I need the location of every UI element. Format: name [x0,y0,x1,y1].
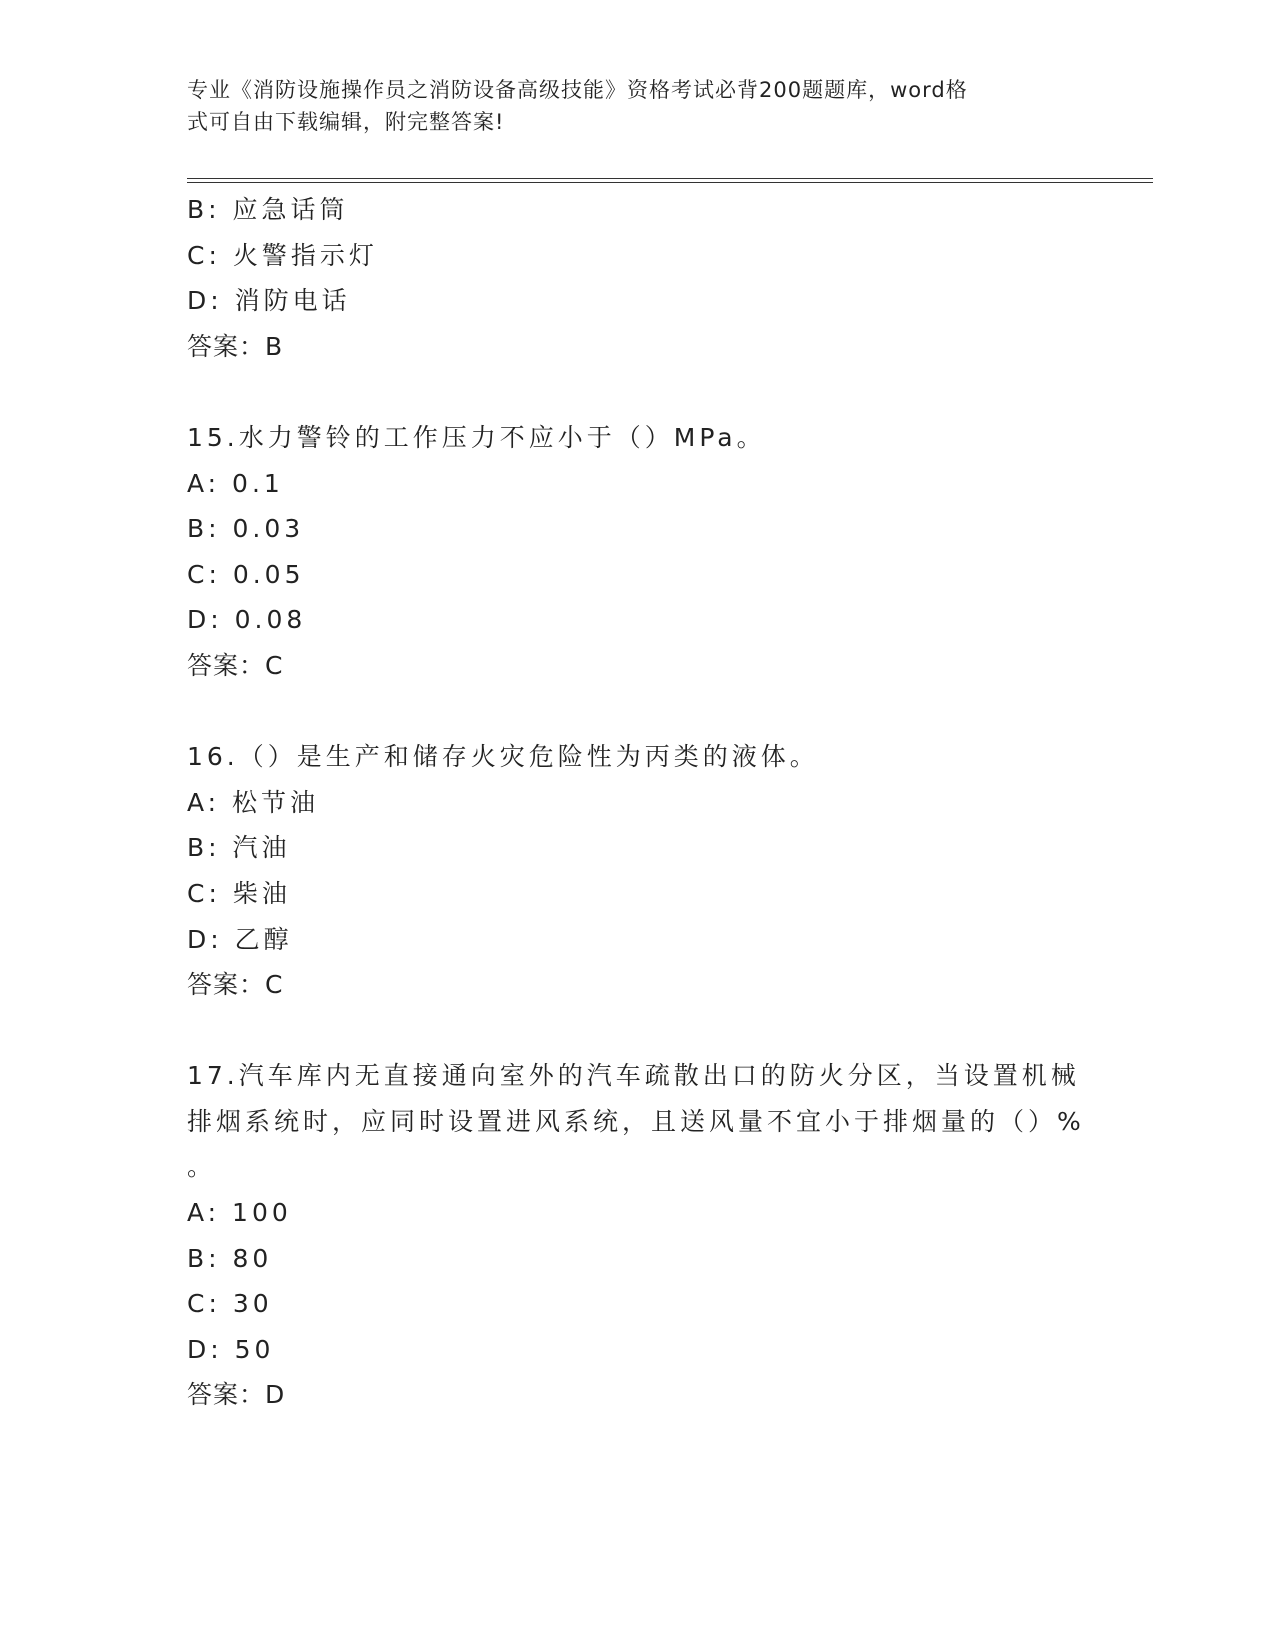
option-c: C: 柴油 [187,878,291,908]
question-stem: 15.水力警铃的工作压力不应小于（）MPa。 [187,422,766,452]
option-a: A: 100 [187,1198,292,1228]
option-d: D: 50 [187,1334,275,1364]
question-stem-line-2: 排烟系统时，应同时设置进风系统，且送风量不宜小于排烟量的（）% [187,1106,1085,1136]
answer-line: 答案：D [187,1380,286,1410]
option-a: A: 松节油 [187,787,320,817]
option-b: B: 应急话筒 [187,195,349,224]
answer-line: 答案：C [187,650,284,680]
header-title-line-1: 专业《消防设施操作员之消防设备高级技能》资格考试必背200题题库，word格 [187,78,968,102]
option-b: B: 80 [187,1243,273,1273]
option-a: A: 0.1 [187,468,284,498]
option-b: B: 0.03 [187,514,305,544]
option-b: B: 汽油 [187,833,291,863]
spacer [187,1008,1087,1054]
question-block-16 [187,734,1087,1008]
spacer [187,689,1087,735]
page-header [187,74,1067,138]
question-stem: 16.（）是生产和储存火灾危险性为丙类的液体。 [187,742,819,772]
question-stem-line-3: 。 [187,1152,217,1182]
answer-line: 答案：B [187,331,284,361]
question-block-15 [187,415,1087,689]
question-stem-line-1: 17.汽车库内无直接通向室外的汽车疏散出口的防火分区，当设置机械 [187,1061,1080,1091]
question-list [187,187,1087,1418]
answer-line: 答案：C [187,970,284,1000]
option-d: D: 消防电话 [187,286,351,316]
option-c: C: 30 [187,1289,273,1319]
question-block-17 [187,1053,1087,1418]
option-c: C: 0.05 [187,559,305,589]
header-divider [187,178,1153,183]
spacer [187,369,1087,415]
header-title-line-2: 式可自由下载编辑，附完整答案! [187,110,505,134]
question-block-14 [187,187,1087,369]
option-d: D: 0.08 [187,605,307,635]
option-d: D: 乙醇 [187,924,293,954]
option-c: C: 火警指示灯 [187,240,378,270]
